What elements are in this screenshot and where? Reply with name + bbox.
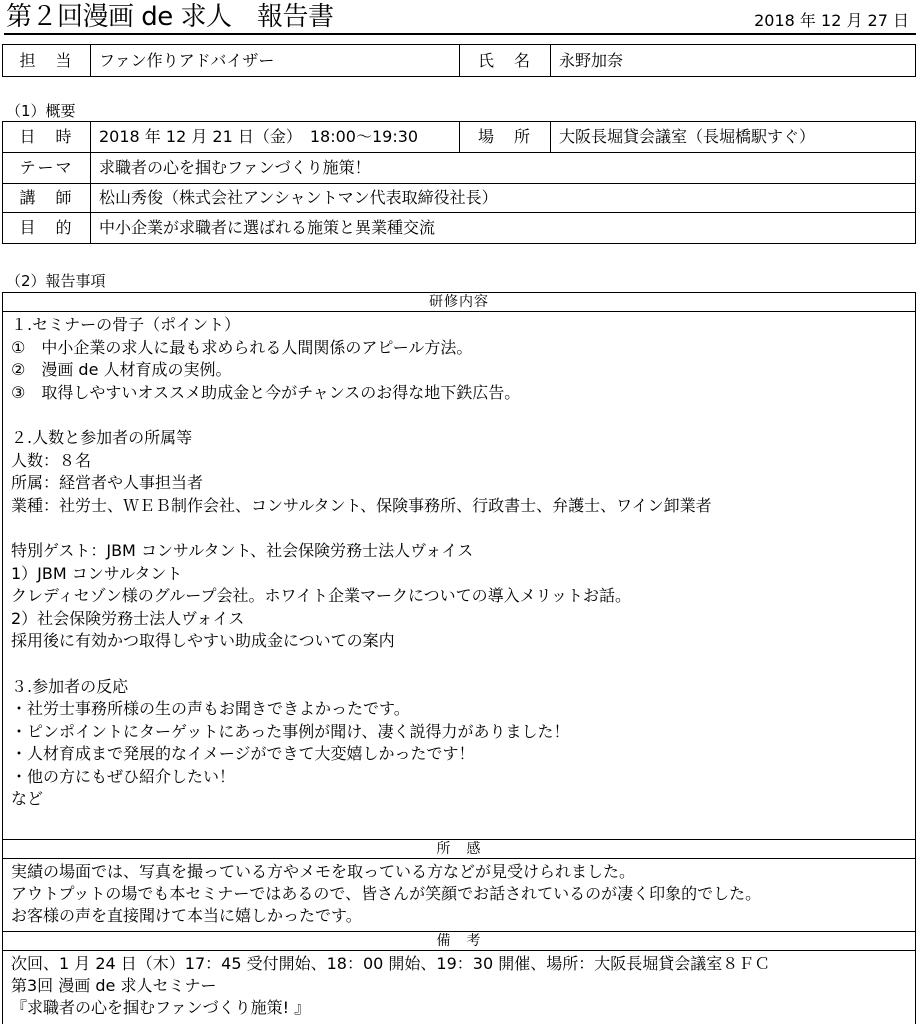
lecturer-value: 松山秀俊（株式会社アンシャントマン代表取締役社長）	[91, 184, 916, 213]
datetime-label: 日 時	[3, 122, 91, 153]
impressions-header: 所 感	[3, 839, 915, 859]
content-line: 2）社会保険労務士法人ヴォイス	[11, 608, 245, 628]
lecturer-label: 講 師	[3, 184, 91, 213]
content-line: 人数：８名	[11, 450, 92, 470]
impressions-line: お客様の声を直接聞けて本当に嬉しかったです。	[11, 906, 362, 925]
content-line: ② 漫画 de 人材育成の実例。	[11, 360, 232, 380]
overview-table	[2, 121, 916, 244]
notes-header: 備 考	[3, 931, 915, 951]
venue-label: 場 所	[460, 122, 551, 153]
content-line: 採用後に有効かつ取得しやすい助成金についての案内	[11, 631, 395, 651]
title-underline	[4, 33, 916, 35]
impressions-line: アウトプットの場でも本セミナーではあるので、皆さんが笑顔でお話されているのが凄く印象的でした。	[11, 884, 762, 903]
theme-value: 求職者の心を掴むファンづくり施策！	[91, 153, 916, 184]
content-line	[11, 653, 907, 676]
content-line: など	[11, 789, 44, 809]
content-line	[11, 404, 907, 427]
impressions-line: 実績の場面では、写真を撮っている方やメモを取っている方などが見受けられました。	[11, 862, 636, 881]
purpose-value: 中小企業が求職者に選ばれる施策と異業種交流	[91, 213, 916, 244]
content-line: 特別ゲスト：JBM コンサルタント、社会保険労務士法人ヴォイス	[11, 540, 474, 560]
name-label: 氏 名	[460, 45, 551, 77]
content-line: ・ピンポイントにターゲットにあった事例が聞け、凄く説得力がありました！	[11, 721, 570, 741]
charge-label: 担 当	[3, 45, 91, 77]
report-title: 第２回漫画 de 求人 報告書	[6, 2, 334, 32]
datetime-value: 2018 年 12 月 21 日（金） 18:00～19:30	[91, 122, 460, 153]
name-value: 永野加奈	[551, 45, 916, 77]
theme-label: テーマ	[3, 153, 91, 184]
content-line: ① 中小企業の求人に最も求められる人間関係のアピール方法。	[11, 337, 473, 357]
content-line: ③ 取得しやすいオススメ助成金と今がチャンスのお得な地下鉄広告。	[11, 382, 521, 402]
venue-value: 大阪長堀貸会議室（長堀橋駅すぐ）	[551, 122, 916, 153]
content-header: 研修内容	[3, 293, 915, 312]
report-box	[2, 292, 916, 1024]
charge-value: ファン作りアドバイザー	[91, 45, 460, 77]
content-line: ３.参加者の反応	[11, 676, 129, 696]
content-body	[3, 312, 915, 839]
overview-heading: （1）概要	[6, 102, 76, 120]
content-line: 1）JBM コンサルタント	[11, 563, 183, 583]
content-line: １.セミナーの骨子（ポイント）	[11, 315, 241, 334]
report-heading: （2）報告事項	[6, 272, 106, 290]
notes-line: 次回、1 月 24 日（木）17：45 受付開始、18：00 開始、19：30 開催、場所：大阪長堀貸会議室８ＦＣ	[11, 954, 771, 973]
staff-table	[2, 44, 916, 77]
purpose-label: 目 的	[3, 213, 91, 244]
report-date: 2018 年 12 月 27 日	[754, 11, 909, 30]
content-line: 所属：経営者や人事担当者	[11, 473, 204, 493]
notes-line: 『求職者の心を掴むファンづくり施策! 』	[11, 998, 311, 1017]
content-line: 業種：社労士、ＷＥＢ制作会社、コンサルタント、保険事務所、行政書士、弁護士、ワイン卸業者	[11, 495, 712, 515]
notes-line: 第3回 漫画 de 求人セミナー	[11, 976, 217, 995]
content-line: クレディセゾン様のグループ会社。ホワイト企業マークについての導入メリットお話。	[11, 586, 632, 606]
impressions-body	[3, 859, 915, 931]
notes-body	[3, 951, 915, 1019]
content-line	[11, 517, 907, 540]
content-line: ・社労士事務所様の生の声もお聞きできよかったです。	[11, 699, 410, 719]
content-line: ２.人数と参加者の所属等	[11, 427, 193, 447]
content-line: ・他の方にもぜひ紹介したい！	[11, 766, 236, 786]
content-line: ・人材育成まで発展的なイメージができて大変嬉しかったです！	[11, 744, 475, 764]
